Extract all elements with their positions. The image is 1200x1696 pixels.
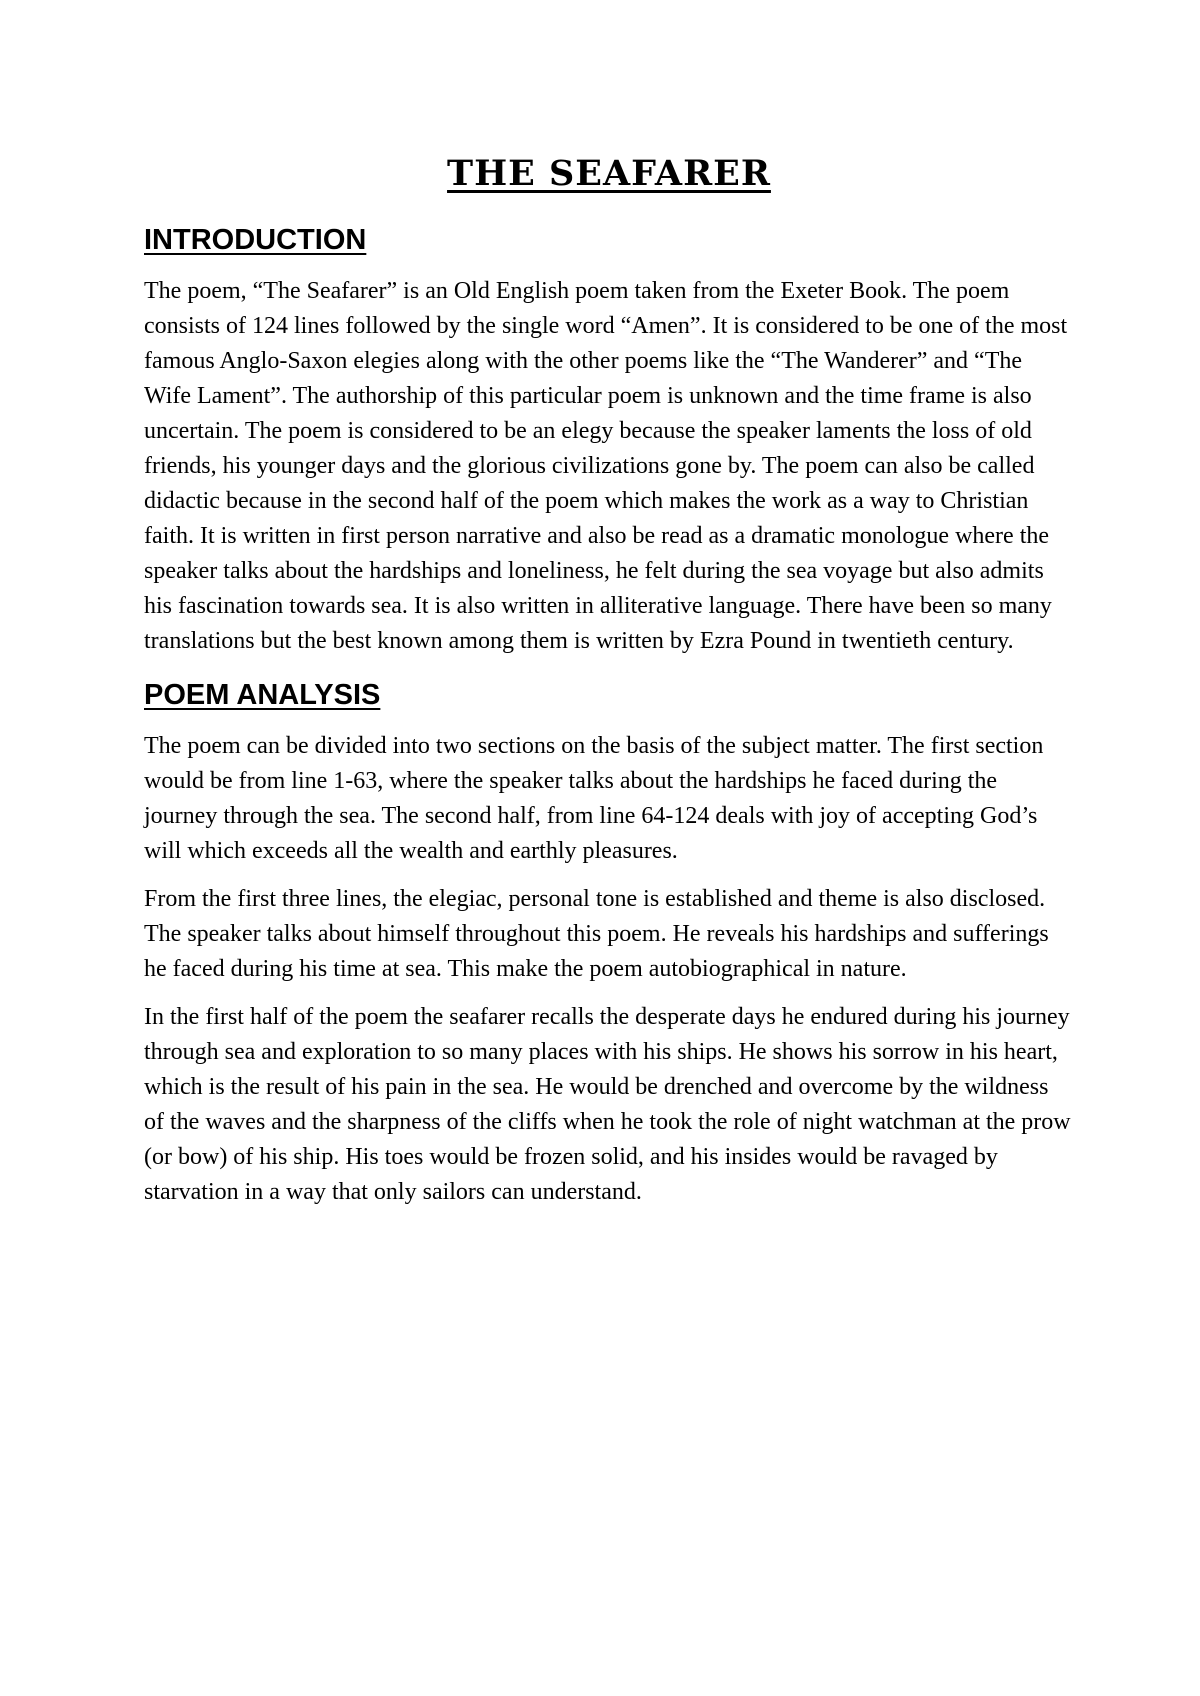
document-body [144, 150, 1074, 1223]
poem-analysis-section [144, 675, 1074, 1210]
analysis-paragraph-3: In the first half of the poem the seafarer recalls the desperate days he endured during his journey through sea and exploration to so many places with his ships. He shows his sorrow in his heart, which is the result of his pain in the sea. He would be drenched and overcome by the wildness of the waves and the sharpness of the cliffs when he took the role of night watchman at the prow (or bow) of his ship. His toes would be frozen solid, and his insides would be ravaged by starvation in a way that only sailors can understand. [144, 1004, 1071, 1205]
analysis-paragraph-1: The poem can be divided into two sections on the basis of the subject matter. The first section would be from line 1-63, where the speaker talks about the hardships he faced during the journey through the sea. The second half, from line 64-124 deals with joy of accepting God’s will which exceeds all the wealth and earthly pleasures. [144, 733, 1044, 864]
introduction-paragraph: The poem, “The Seafarer” is an Old English poem taken from the Exeter Book. The poem consists of 124 lines followed by the single word “Amen”. It is considered to be one of the most famous Anglo-Saxon elegies along with the other poems like the “The Wanderer” and “The Wife Lament”. The authorship of this particular poem is unknown and the time frame is also uncertain. The poem is considered to be an elegy because the speaker laments the loss of old friends, his younger days and the glorious civilizations gone by. The poem can also be called didactic because in the second half of the poem which makes the work as a way to Christian faith. It is written in first person narrative and also be read as a dramatic monologue where the speaker talks about the hardships and loneliness, he felt during the sea voyage but also admits his fascination towards sea. It is also written in alliterative language. There have been so many translations but the best known among them is written by Ezra Pound in twentieth century. [144, 278, 1068, 654]
section-heading-poem-analysis: POEM ANALYSIS [144, 679, 381, 711]
analysis-paragraph-2: From the first three lines, the elegiac, personal tone is established and theme is also disclosed. The speaker talks about himself throughout this poem. He reveals his hardships and sufferings he faced during his time at sea. This make the poem autobiographical in nature. [144, 886, 1049, 982]
document-title: THE SEAFARER [447, 153, 771, 194]
section-heading-introduction: INTRODUCTION [144, 224, 367, 256]
introduction-section [144, 220, 1074, 659]
